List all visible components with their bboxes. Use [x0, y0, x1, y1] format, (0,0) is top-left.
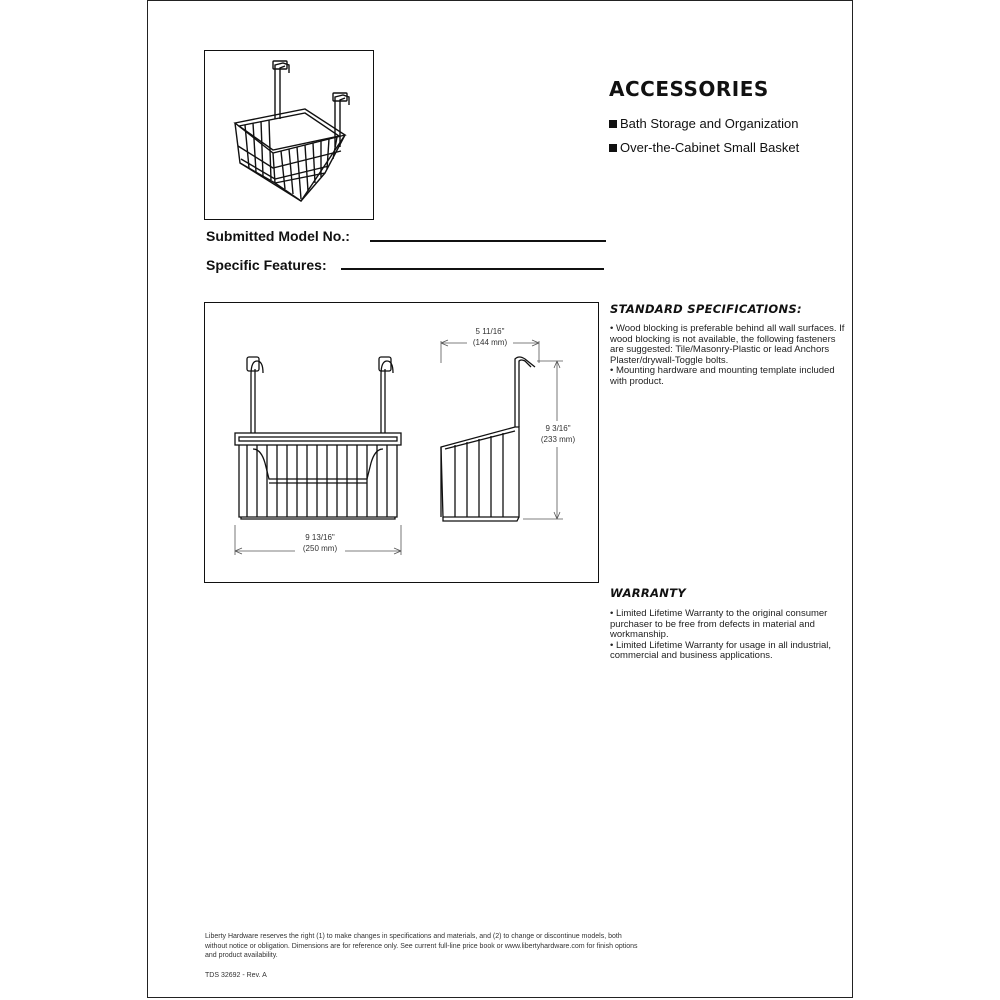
dimension-diagram — [205, 303, 597, 581]
height-inch-label: 9 3/16" — [545, 424, 571, 433]
category-label: Over-the-Cabinet Small Basket — [620, 140, 800, 155]
category-basket — [609, 140, 799, 155]
model-number-label: Submitted Model No.: — [206, 228, 350, 244]
specs-list — [610, 324, 848, 387]
width-inch-label: 9 13/16" — [305, 533, 335, 542]
basket-illustration-icon — [205, 51, 372, 218]
warranty-item: • Limited Lifetime Warranty to the original consumer purchaser to be free from defects in material and workmanship. — [610, 608, 828, 640]
spec-item: • Wood blocking is preferable behind all wall surfaces. If wood blocking is not available, the following fasteners are suggested: Tile/Masonry-Plastic or lead Anchors Plaster/drywall-Toggle bolts. — [610, 323, 845, 366]
bullet-square-icon — [609, 144, 617, 152]
page-title: ACCESSORIES — [609, 77, 769, 101]
specific-features-label: Specific Features: — [206, 257, 327, 273]
height-mm-label: (233 mm) — [540, 435, 576, 444]
depth-mm-label: (144 mm) — [472, 338, 508, 347]
dimension-drawing — [204, 302, 599, 583]
warranty-heading: WARRANTY — [610, 586, 686, 600]
document-id: TDS 32692 - Rev. A — [205, 972, 267, 979]
depth-inch-label: 5 11/16" — [475, 327, 505, 336]
model-number-field[interactable] — [370, 240, 606, 242]
bullet-square-icon — [609, 120, 617, 128]
category-label: Bath Storage and Organization — [620, 116, 799, 131]
warranty-item: • Limited Lifetime Warranty for usage in all industrial, commercial and business applications. — [610, 639, 832, 661]
category-bath-storage — [609, 116, 799, 131]
width-mm-label: (250 mm) — [302, 544, 338, 553]
spec-item: • Mounting hardware and mounting template included with product. — [610, 365, 835, 387]
footer-disclaimer: Liberty Hardware reserves the right (1) to make changes in specifications and materials, and (2) to change or discontinue models, both without notice or obligation. Dimensions are for reference only. See current full-line price book or www.libertyhardware.com for finish options and product availability. — [205, 933, 638, 959]
specific-features-field[interactable] — [341, 268, 604, 270]
warranty-list — [610, 609, 848, 662]
product-image — [204, 50, 374, 220]
specs-heading: STANDARD SPECIFICATIONS: — [610, 302, 802, 316]
